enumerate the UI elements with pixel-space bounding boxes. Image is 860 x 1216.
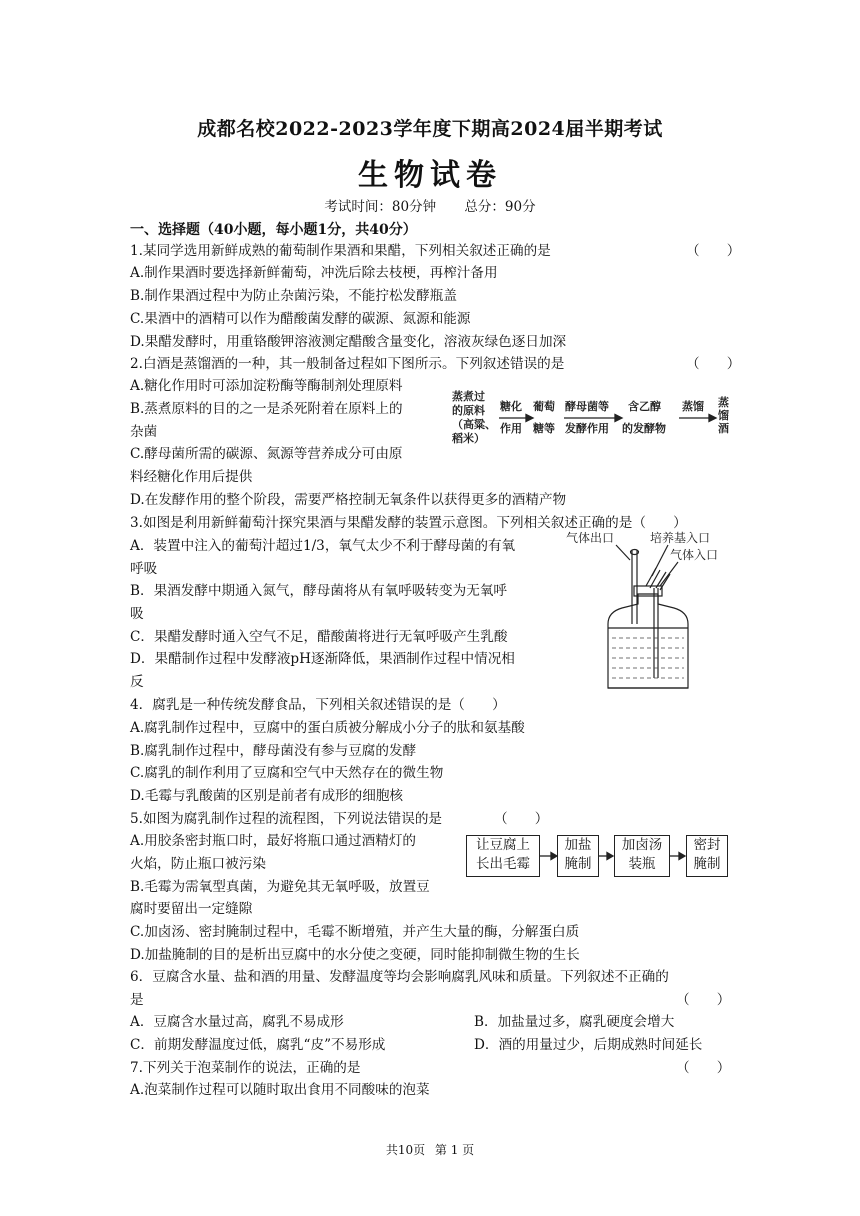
diagram-node-ferment-2: 的发酵物 xyxy=(622,422,666,435)
flow-arrows xyxy=(540,850,730,862)
q5-option-b-line1: B.毛霉为需氧型真菌，为避免其无氧呼吸，放置豆 xyxy=(130,879,430,895)
q2-option-d: D.在发酵作用的整个阶段，需要严格控制无氧条件以获得更多的酒精产物 xyxy=(130,492,567,508)
q2-stem: 2.白酒是蒸馏酒的一种，其一般制备过程如下图所示。下列叙述错误的是 xyxy=(130,356,565,372)
q3-option-b-line2: 吸 xyxy=(130,606,144,622)
diagram-node-liquor-2: 馏 xyxy=(718,409,729,422)
section-heading: 一、选择题（40小题，每小题1分，共40分） xyxy=(130,222,417,238)
flow-step-mold-line2: 长出毛霉 xyxy=(476,856,530,872)
q5-option-b-line2: 腐时要留出一定缝隙 xyxy=(130,901,253,917)
q5-stem: 5.如图为腐乳制作过程的流程图，下列说法错误的是 xyxy=(130,811,443,827)
q5-option-c: C.加卤汤、密封腌制过程中，毛霉不断增殖，并产生大量的酶，分解蛋白质 xyxy=(130,924,580,940)
diagram-node-raw-2: 的原料 xyxy=(452,404,485,417)
q4-option-b: B.腐乳制作过程中，酵母菌没有参与豆腐的发酵 xyxy=(130,743,417,759)
q1-option-a: A.制作果酒时要选择新鲜葡萄，冲洗后除去枝梗，再榨汁备用 xyxy=(130,265,498,281)
q5-option-a-line2: 火焰，防止瓶口被污染 xyxy=(130,856,266,872)
flow-step-brine-line2: 装瓶 xyxy=(628,856,656,872)
diagram-node-raw-4: 稻米） xyxy=(452,432,485,445)
subject-title: 生物试卷 xyxy=(358,158,502,193)
q6-option-c: C．前期发酵温度过低，腐乳“皮”不易形成 xyxy=(130,1037,386,1053)
diagram-node-liquor-3: 酒 xyxy=(718,422,729,435)
q7-option-a: A.泡菜制作过程可以随时取出食用不同酸味的泡菜 xyxy=(130,1082,430,1098)
diagram-arrow-2-label-1: 酵母菌等 xyxy=(565,400,609,413)
q6-answer-paren: （ ） xyxy=(676,992,731,1008)
total-pages: 共10页 xyxy=(385,1143,426,1157)
diagram-node-raw-1: 蒸煮过 xyxy=(452,390,485,403)
q3-option-d-line1: D．果醋制作过程中发酵液pH逐渐降低，果酒制作过程中情况相 xyxy=(130,651,515,667)
q2-option-c-line1: C.酵母菌所需的碳源、氮源等营养成分可由原 xyxy=(130,446,403,462)
q3-option-a-line2: 呼吸 xyxy=(130,561,158,577)
flow-step-mold xyxy=(466,835,540,877)
q3-option-c: C．果醋发酵时通入空气不足，醋酸菌将进行无氧呼吸产生乳酸 xyxy=(130,629,508,645)
page-number: 第 1 页 xyxy=(434,1143,475,1157)
q2-option-c-line2: 料经糖化作用后提供 xyxy=(130,469,253,485)
flow-step-seal-line1: 密封 xyxy=(693,837,721,853)
flow-step-salt-line1: 加盐 xyxy=(564,837,592,853)
q6-option-d: D．酒的用量过少，后期成熟时间延长 xyxy=(474,1037,703,1053)
gas-inlet-label: 气体入口 xyxy=(670,548,719,562)
page-footer xyxy=(0,1141,860,1158)
q7-stem: 7.下列关于泡菜制作的说法，正确的是 xyxy=(130,1060,361,1076)
diagram-arrow-1-label-1: 糖化 xyxy=(500,400,522,413)
diagram-arrow-1-label-2: 作用 xyxy=(500,422,522,435)
exam-title: 成都名校2022-2023学年度下期高2024届半期考试 xyxy=(197,118,663,140)
q6-option-b: B．加盐量过多，腐乳硬度会增大 xyxy=(474,1014,675,1030)
fermentation-apparatus-figure xyxy=(560,528,750,690)
diagram-arrow-3-label: 蒸馏 xyxy=(682,400,704,413)
flow-step-salt-line2: 腌制 xyxy=(564,856,592,872)
diagram-arrow-2-label-2: 发酵作用 xyxy=(565,422,609,435)
exam-score: 总分：90分 xyxy=(464,199,536,215)
q1-option-b: B.制作果酒过程中为防止杂菌污染，不能拧松发酵瓶盖 xyxy=(130,288,457,304)
q3-option-a-line1: A．装置中注入的葡萄汁超过1/3，氧气太少不利于酵母菌的有氧 xyxy=(130,538,516,554)
q1-answer-paren: （ ） xyxy=(686,243,741,259)
q4-option-a: A.腐乳制作过程中，豆腐中的蛋白质被分解成小分子的肽和氨基酸 xyxy=(130,720,525,736)
q6-stem-line2: 是 xyxy=(130,992,144,1008)
q7-answer-paren: （ ） xyxy=(676,1060,731,1076)
q5-option-a-line1: A.用胶条密封瓶口时，最好将瓶口通过酒精灯的 xyxy=(130,833,417,849)
q3-option-d-line2: 反 xyxy=(130,674,144,690)
q2-option-b-line2: 杂菌 xyxy=(130,424,158,440)
diagram-node-glucose-1: 葡萄 xyxy=(533,400,555,413)
q2-option-a: A.糖化作用时可添加淀粉酶等酶制剂处理原料 xyxy=(130,378,403,394)
flow-step-brine-line1: 加卤汤 xyxy=(621,837,663,853)
flow-step-mold-line1: 让豆腐上 xyxy=(476,837,530,853)
q4-stem: 4．腐乳是一种传统发酵食品，下列相关叙述错误的是（ ） xyxy=(130,697,506,713)
medium-inlet-label: 培养基入口 xyxy=(650,531,711,545)
q5-answer-paren: （ ） xyxy=(494,811,549,827)
exam-info xyxy=(0,195,860,215)
q3-stem: 3.如图是利用新鲜葡萄汁探究果酒与果醋发酵的装置示意图。下列相关叙述正确的是（ ） xyxy=(130,515,687,531)
flow-step-seal-line2: 腌制 xyxy=(693,856,721,872)
diagram-node-ferment-1: 含乙醇 xyxy=(628,400,661,413)
diagram-node-raw-3: （高粱、 xyxy=(452,418,496,431)
gas-outlet-label: 气体出口 xyxy=(566,531,615,545)
q1-stem: 1.某同学选用新鲜成熟的葡萄制作果酒和果醋，下列相关叙述正确的是 xyxy=(130,243,551,259)
q1-option-c: C.果酒中的酒精可以作为醋酸菌发酵的碳源、氮源和能源 xyxy=(130,311,471,327)
diagram-node-glucose-2: 糖等 xyxy=(533,422,555,435)
q5-option-d: D.加盐腌制的目的是析出豆腐中的水分使之变硬，同时能抑制微生物的生长 xyxy=(130,947,580,963)
q2-answer-paren: （ ） xyxy=(686,356,741,372)
q4-option-d: D.毛霉与乳酸菌的区别是前者有成形的细胞核 xyxy=(130,788,404,804)
q3-option-b-line1: B．果酒发酵中期通入氮气，酵母菌将从有氧呼吸转变为无氧呼 xyxy=(130,583,508,599)
q6-stem-line1: 6．豆腐含水量、盐和酒的用量、发酵温度等均会影响腐乳风味和质量。下列叙述不正确的 xyxy=(130,969,669,985)
diagram-node-liquor-1: 蒸 xyxy=(718,396,729,409)
q1-option-d: D.果醋发酵时，用重铬酸钾溶液测定醋酸含量变化，溶液灰绿色逐日加深 xyxy=(130,334,567,350)
q4-option-c: C.腐乳的制作利用了豆腐和空气中天然存在的微生物 xyxy=(130,765,444,781)
distillation-process-diagram xyxy=(450,386,735,456)
exam-time: 考试时间：80分钟 xyxy=(324,199,437,215)
q2-option-b-line1: B.蒸煮原料的目的之一是杀死附着在原料上的 xyxy=(130,401,403,417)
q6-option-a: A．豆腐含水量过高，腐乳不易成形 xyxy=(130,1014,344,1030)
